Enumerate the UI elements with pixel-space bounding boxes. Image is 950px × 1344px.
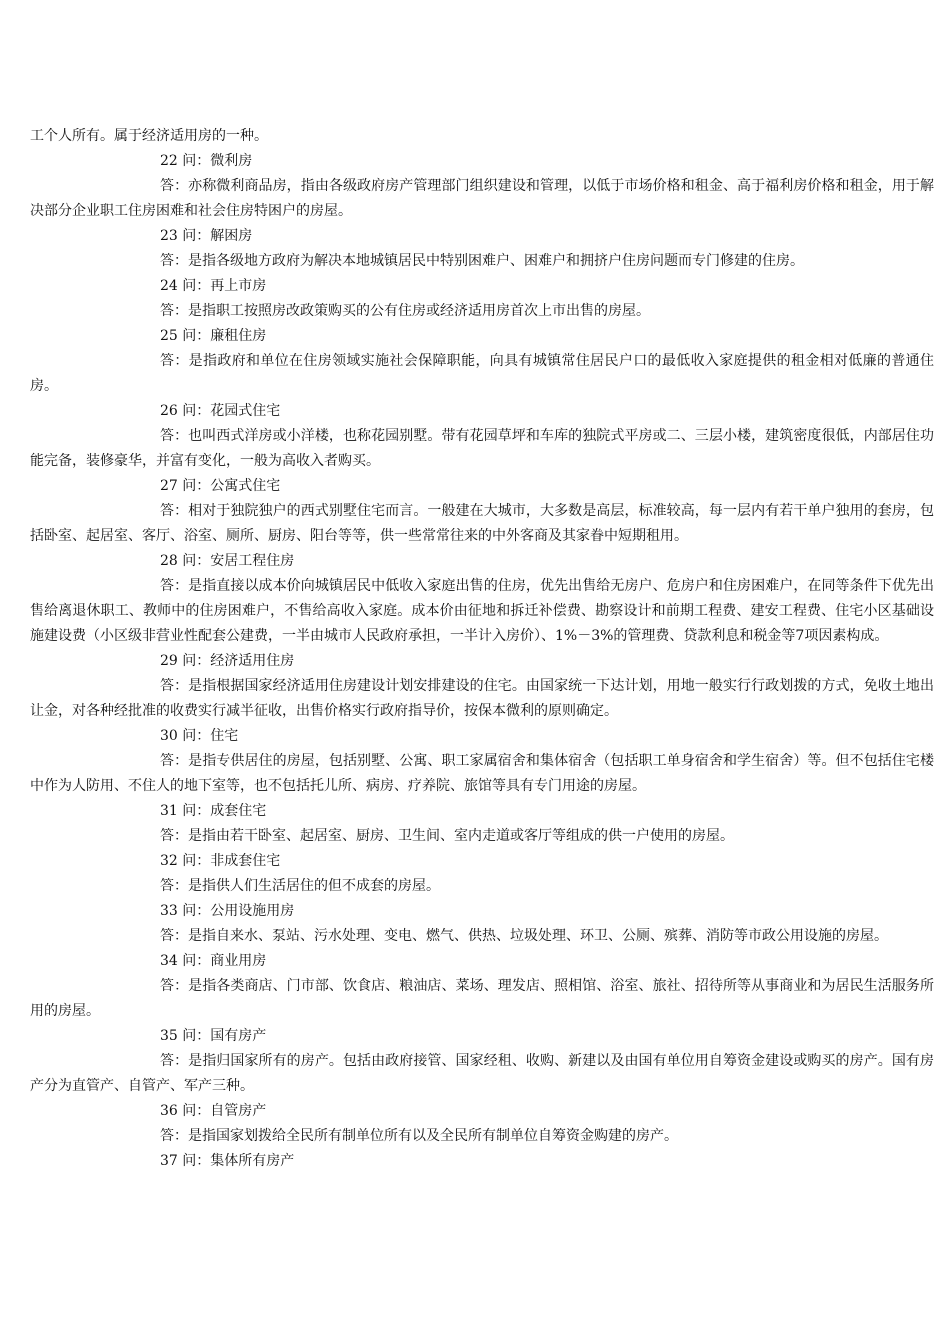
question-35: 35 问：国有房产	[160, 1028, 267, 1044]
document-page	[30, 124, 934, 1174]
question-30: 30 问：住宅	[160, 728, 239, 744]
answer-33: 答：是指自来水、泵站、污水处理、变电、燃气、供热、垃圾处理、环卫、公厕、殡葬、消防等市政公用设施的房屋。	[160, 928, 888, 944]
answer-23: 答：是指各级地方政府为解决本地城镇居民中特别困难户、困难户和拥挤户住房问题而专门修建的住房。	[160, 253, 804, 269]
question-32: 32 问：非成套住宅	[160, 853, 281, 869]
answer-32: 答：是指供人们生活居住的但不成套的房屋。	[160, 878, 440, 894]
question-26: 26 问：花园式住宅	[160, 403, 281, 419]
question-24: 24 问：再上市房	[160, 278, 267, 294]
question-34: 34 问：商业用房	[160, 953, 267, 969]
answer-36: 答：是指国家划拨给全民所有制单位所有以及全民所有制单位自筹资金购建的房产。	[160, 1128, 678, 1144]
answer-30: 答：是指专供居住的房屋，包括别墅、公寓、职工家属宿舍和集体宿舍（包括职工单身宿舍和学生宿舍）等。但不包括住宅楼中作为人防用、不住人的地下室等，也不包括托儿所、病房、疗养院、旅馆等具有专门用途的房屋。	[30, 753, 934, 794]
answer-26: 答：也叫西式洋房或小洋楼，也称花园别墅。带有花园草坪和车库的独院式平房或二、三层小楼，建筑密度很低，内部居住功能完备，装修豪华，并富有变化，一般为高收入者购买。	[30, 428, 934, 469]
answer-34: 答：是指各类商店、门市部、饮食店、粮油店、菜场、理发店、照相馆、浴室、旅社、招待所等从事商业和为居民生活服务所用的房屋。	[30, 978, 934, 1019]
question-22: 22 问：微利房	[160, 153, 253, 169]
answer-29: 答：是指根据国家经济适用住房建设计划安排建设的住宅。由国家统一下达计划，用地一般实行行政划拨的方式，免收土地出让金，对各种经批准的收费实行减半征收，出售价格实行政府指导价，按保本微利的原则确定。	[30, 678, 934, 719]
question-29: 29 问：经济适用住房	[160, 653, 295, 669]
answer-24: 答：是指职工按照房改政策购买的公有住房或经济适用房首次上市出售的房屋。	[160, 303, 650, 319]
answer-22: 答：亦称微利商品房，指由各级政府房产管理部门组织建设和管理，以低于市场价格和租金、高于福利房价格和租金，用于解决部分企业职工住房困难和社会住房特困户的房屋。	[30, 178, 934, 219]
question-36: 36 问：自管房产	[160, 1103, 267, 1119]
continued-paragraph: 工个人所有。属于经济适用房的一种。	[30, 128, 268, 144]
answer-31: 答：是指由若干卧室、起居室、厨房、卫生间、室内走道或客厅等组成的供一户使用的房屋。	[160, 828, 734, 844]
question-33: 33 问：公用设施用房	[160, 903, 295, 919]
question-25: 25 问：廉租住房	[160, 328, 267, 344]
answer-35: 答：是指归国家所有的房产。包括由政府接管、国家经租、收购、新建以及由国有单位用自筹资金建设或购买的房产。国有房产分为直管产、自管产、军产三种。	[30, 1053, 934, 1094]
answer-28: 答：是指直接以成本价向城镇居民中低收入家庭出售的住房，优先出售给无房户、危房户和住房困难户，在同等条件下优先出售给离退休职工、教师中的住房困难户，不售给高收入家庭。成本价由征地和拆迁补偿费、勘察设计和前期工程费、建安工程费、住宅小区基础设施建设费（小区级非营业性配套公建费，一半由城市人民政府承担，一半计入房价）、1%－3%的管理费、贷款利息和税金等7项因素构成。	[30, 578, 934, 644]
question-27: 27 问：公寓式住宅	[160, 478, 281, 494]
answer-25: 答：是指政府和单位在住房领域实施社会保障职能，向具有城镇常住居民户口的最低收入家庭提供的租金相对低廉的普通住房。	[30, 353, 934, 394]
question-28: 28 问：安居工程住房	[160, 553, 295, 569]
answer-27: 答：相对于独院独户的西式别墅住宅而言。一般建在大城市，大多数是高层，标准较高，每一层内有若干单户独用的套房，包括卧室、起居室、客厅、浴室、厕所、厨房、阳台等等，供一些常常往来的中外客商及其家眷中短期租用。	[30, 503, 934, 544]
question-23: 23 问：解困房	[160, 228, 253, 244]
question-37: 37 问：集体所有房产	[160, 1153, 295, 1169]
question-31: 31 问：成套住宅	[160, 803, 267, 819]
